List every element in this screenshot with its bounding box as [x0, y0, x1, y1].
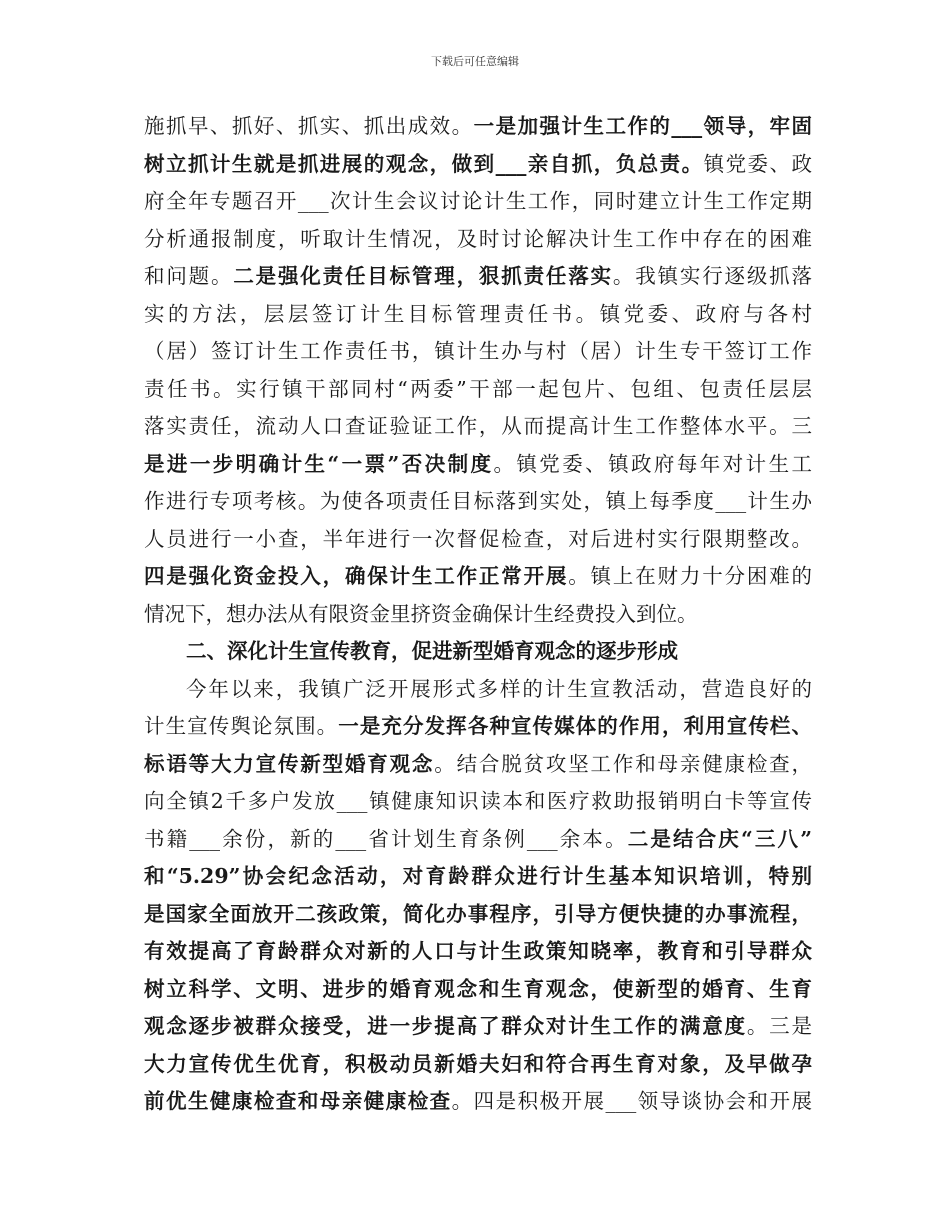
text-line-14: [144, 596, 812, 634]
bold-text-run: 是进一步明确计生“一票”否决制度: [144, 451, 494, 476]
bold-text-run: 树立抓计生就是抓进展的观念，做到___亲自抓，负总责。: [144, 151, 704, 176]
bold-text-run: 和“5.29”协会纪念活动，对育龄群众进行计生基本知识培训，特别: [144, 864, 812, 888]
text-run: 人员进行一小查，半年进行一次督促检查，对后进村实行限期整改。: [144, 526, 812, 551]
text-line-6: [144, 296, 812, 334]
text-line-2: [144, 146, 812, 184]
text-line-18: [144, 746, 812, 784]
heading-text: 二、深化计生宣传教育，促进新型婚育观念的逐步形成: [186, 639, 678, 663]
text-run: 。结合脱贫攻坚工作和母亲健康检查，: [434, 751, 812, 776]
text-run: 向全镇2千多户发放___镇健康知识读本和医疗救助报销明白卡等宣传: [144, 789, 812, 813]
text-line-23: [144, 933, 812, 971]
bold-text-run: 观念逐步被群众接受，进一步提高了群众对计生工作的满意度: [144, 1014, 747, 1038]
bold-text-run: 前优生健康检查和母亲健康检查: [144, 1089, 452, 1113]
text-run: 计生宣传舆论氛围。: [144, 714, 339, 738]
bold-text-run: 一是充分发挥各种宣传媒体的作用，利用宣传栏、: [338, 714, 812, 738]
text-line-22: [144, 896, 812, 934]
text-line-24: [144, 971, 812, 1009]
bold-text-run: 大力宣传优生优育，积极动员新婚夫妇和符合再生育对象，及早做孕: [144, 1051, 812, 1076]
bold-text-run: 是国家全面放开二孩政策，简化办事程序，引导方便快捷的办事流程，: [144, 901, 812, 926]
text-line-11: [144, 483, 812, 521]
text-run: 今年以来，我镇广泛开展形式多样的计生宣教活动，营造良好的: [186, 676, 812, 701]
text-line-3: [144, 183, 812, 221]
bold-text-run: 二是强化责任目标管理，狠抓责任落实: [233, 264, 613, 288]
text-run: 施抓早、抓好、抓实、抓出成效。: [144, 114, 474, 138]
text-line-1: [144, 108, 812, 146]
text-run: 实的方法，层层签订计生目标管理责任书。镇党委、政府与各村: [144, 301, 812, 326]
text-line-9: [144, 408, 812, 446]
text-run: 。三是: [746, 1014, 812, 1038]
text-run: 情况下，想办法从有限资金里挤资金确保计生经费投入到位。: [144, 601, 698, 626]
bold-text-run: 四是强化资金投入，确保计生工作正常开展: [144, 564, 569, 588]
text-line-19: [144, 783, 812, 821]
bold-text-run: 标语等大力宣传新型婚育观念: [144, 751, 435, 776]
text-line-17: [144, 708, 812, 746]
text-line-21: [144, 858, 812, 896]
text-run: （居）签订计生工作责任书，镇计生办与村（居）计生专干签订工作: [144, 339, 812, 363]
text-run: 府全年专题召开___次计生会议讨论计生工作，同时建立计生工作定期: [144, 189, 812, 213]
bold-text-run: 有效提高了育龄群众对新的人口与计生政策知晓率，教育和引导群众: [144, 939, 812, 963]
text-run: 书籍___余份，新的___省计划生育条例___余本。: [144, 826, 628, 851]
page-header: 下载后可任意编辑: [431, 55, 519, 68]
text-line-10: [144, 446, 812, 484]
bold-text-run: 树立科学、文明、进步的婚育观念和生育观念，使新型的婚育、生育: [144, 976, 812, 1001]
bold-text-run: 二是结合庆“三八”: [627, 826, 812, 851]
text-run: 。我镇实行逐级抓落: [612, 264, 812, 288]
text-line-27: [144, 1083, 812, 1121]
text-run: 分析通报制度，听取计生情况，及时讨论解决计生工作中存在的困难: [144, 226, 812, 251]
text-line-16: [144, 671, 812, 709]
text-run: 。四是积极开展___领导谈协会和开展: [451, 1089, 812, 1113]
text-run: 责任书。实行镇干部同村“两委”干部一起包片、包组、包责任层层: [144, 376, 812, 401]
text-run: 。镇党委、镇政府每年对计生工: [493, 451, 812, 476]
section-heading: [144, 633, 812, 671]
text-run: 和问题。: [144, 264, 234, 288]
text-line-5: [144, 258, 812, 296]
text-line-12: [144, 521, 812, 559]
text-run: 作进行专项考核。为使各项责任目标落到实处，镇上每季度___计生办: [144, 489, 812, 513]
text-line-8: [144, 371, 812, 409]
text-run: 镇党委、政: [703, 151, 812, 176]
bold-text-run: 一是加强计生工作的___领导，牢固: [473, 114, 812, 138]
text-line-26: [144, 1046, 812, 1084]
text-run: 落实责任，流动人口查证验证工作，从而提高计生工作整体水平。三: [144, 414, 812, 438]
text-line-4: [144, 221, 812, 259]
text-line-20: [144, 821, 812, 859]
text-line-13: [144, 558, 812, 596]
text-line-25: [144, 1008, 812, 1046]
document-body: [144, 108, 812, 1121]
text-run: 。镇上在财力十分困难的: [568, 564, 812, 588]
text-line-7: [144, 333, 812, 371]
